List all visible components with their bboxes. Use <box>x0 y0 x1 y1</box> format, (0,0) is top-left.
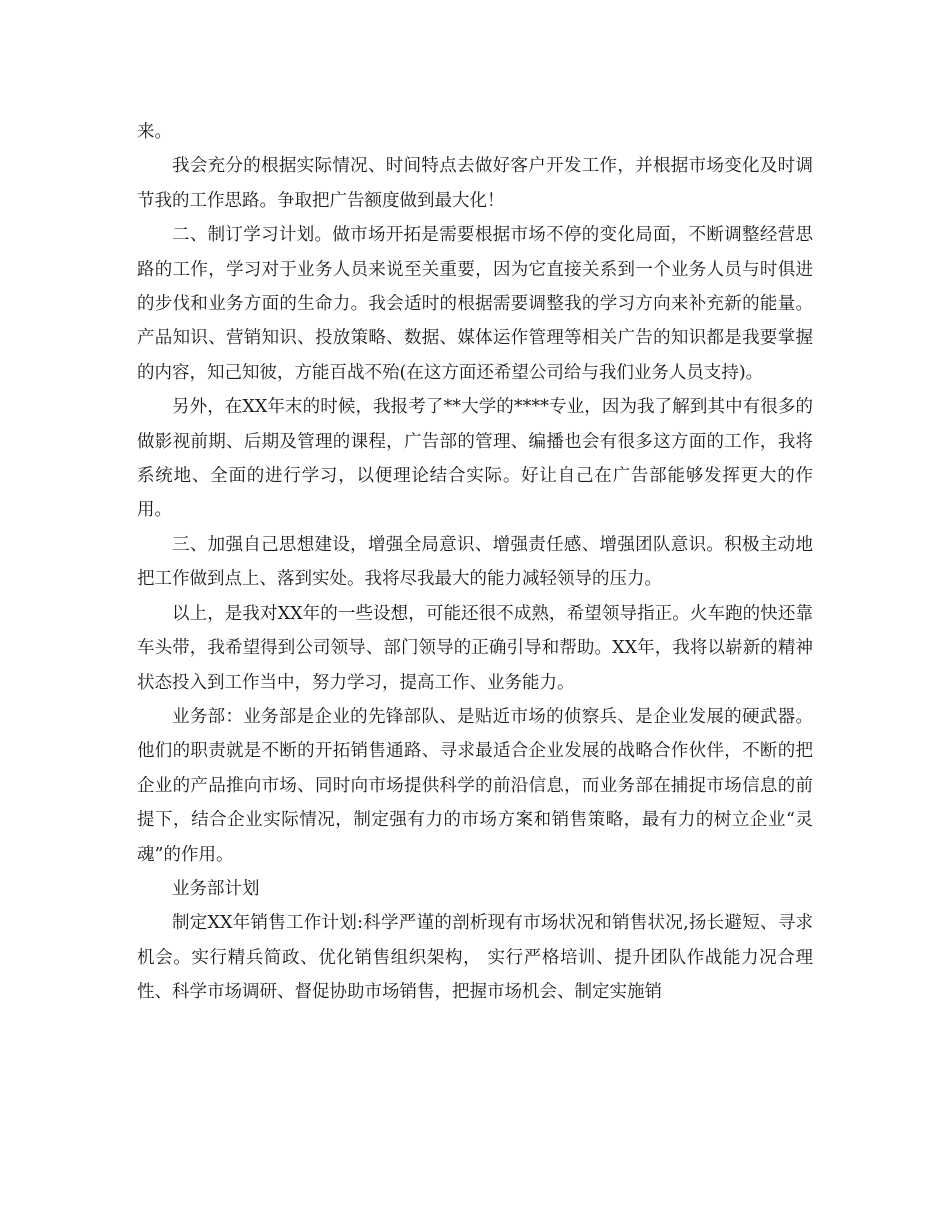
paragraph-sales-plan: 制定XX年销售工作计划:科学严谨的剖析现有市场状况和销售状况,扬长避短、寻求机会。实行精兵简政、优化销售组织架构， 实行严格培训、提升团队作战能力况合理性、科学市场调研、督促协助市场销售，把握市场机会、制定实施销 <box>137 913 813 1003</box>
paragraph-summary: 以上，是我对XX年的一些设想，可能还很不成熟，希望领导指正。火车跑的快还靠车头带，我希望得到公司领导、部门领导的正确引导和帮助。XX年，我将以崭新的精神状态投入到工作当中，努力学习，提高工作、业务能力。 <box>137 603 813 693</box>
paragraph-continuation: 来。 <box>137 122 172 142</box>
paragraph-self-development: 三、加强自己思想建设，增强全局意识、增强责任感、增强团队意识。积极主动地把工作做到点上、落到实处。我将尽我最大的能力减轻领导的压力。 <box>137 534 813 590</box>
paragraph-business-dept: 业务部：业务部是企业的先锋部队、是贴近市场的侦察兵、是企业发展的硬武器。他们的职责就是不断的开拓销售通路、寻求最适合企业发展的战略合作伙伴，不断的把企业的产品推向市场、同时向市场提供科学的前沿信息，而业务部在捕捉市场信息的前提下，结合企业实际情况，制定强有力的市场方案和销售策略，最有力的树立企业“灵魂”的作用。 <box>137 706 813 865</box>
document-body <box>137 115 813 1010</box>
paragraph-exam-enrollment: 另外，在XX年末的时候，我报考了**大学的****专业，因为我了解到其中有很多的做影视前期、后期及管理的课程，广告部的管理、编播也会有很多这方面的工作，我将系统地、全面的进行学习，以便理论结合实际。好让自己在广告部能够发挥更大的作用。 <box>137 397 813 521</box>
paragraph-client-development: 我会充分的根据实际情况、时间特点去做好客户开发工作，并根据市场变化及时调节我的工作思路。争取把广告额度做到最大化！ <box>137 156 813 211</box>
paragraph-study-plan: 二、制订学习计划。做市场开拓是需要根据市场不停的变化局面，不断调整经营思路的工作，学习对于业务人员来说至关重要，因为它直接关系到一个业务人员与时俱进的步伐和业务方面的生命力。我会适时的根据需要调整我的学习方向来补充新的能量。产品知识、营销知识、投放策略、数据、媒体运作管理等相关广告的知识都是我要掌握的内容，知己知彼，方能百战不殆(在这方面还希望公司给与我们业务人员支持)。 <box>137 225 813 383</box>
section-heading-business-plan: 业务部计划 <box>172 878 260 899</box>
